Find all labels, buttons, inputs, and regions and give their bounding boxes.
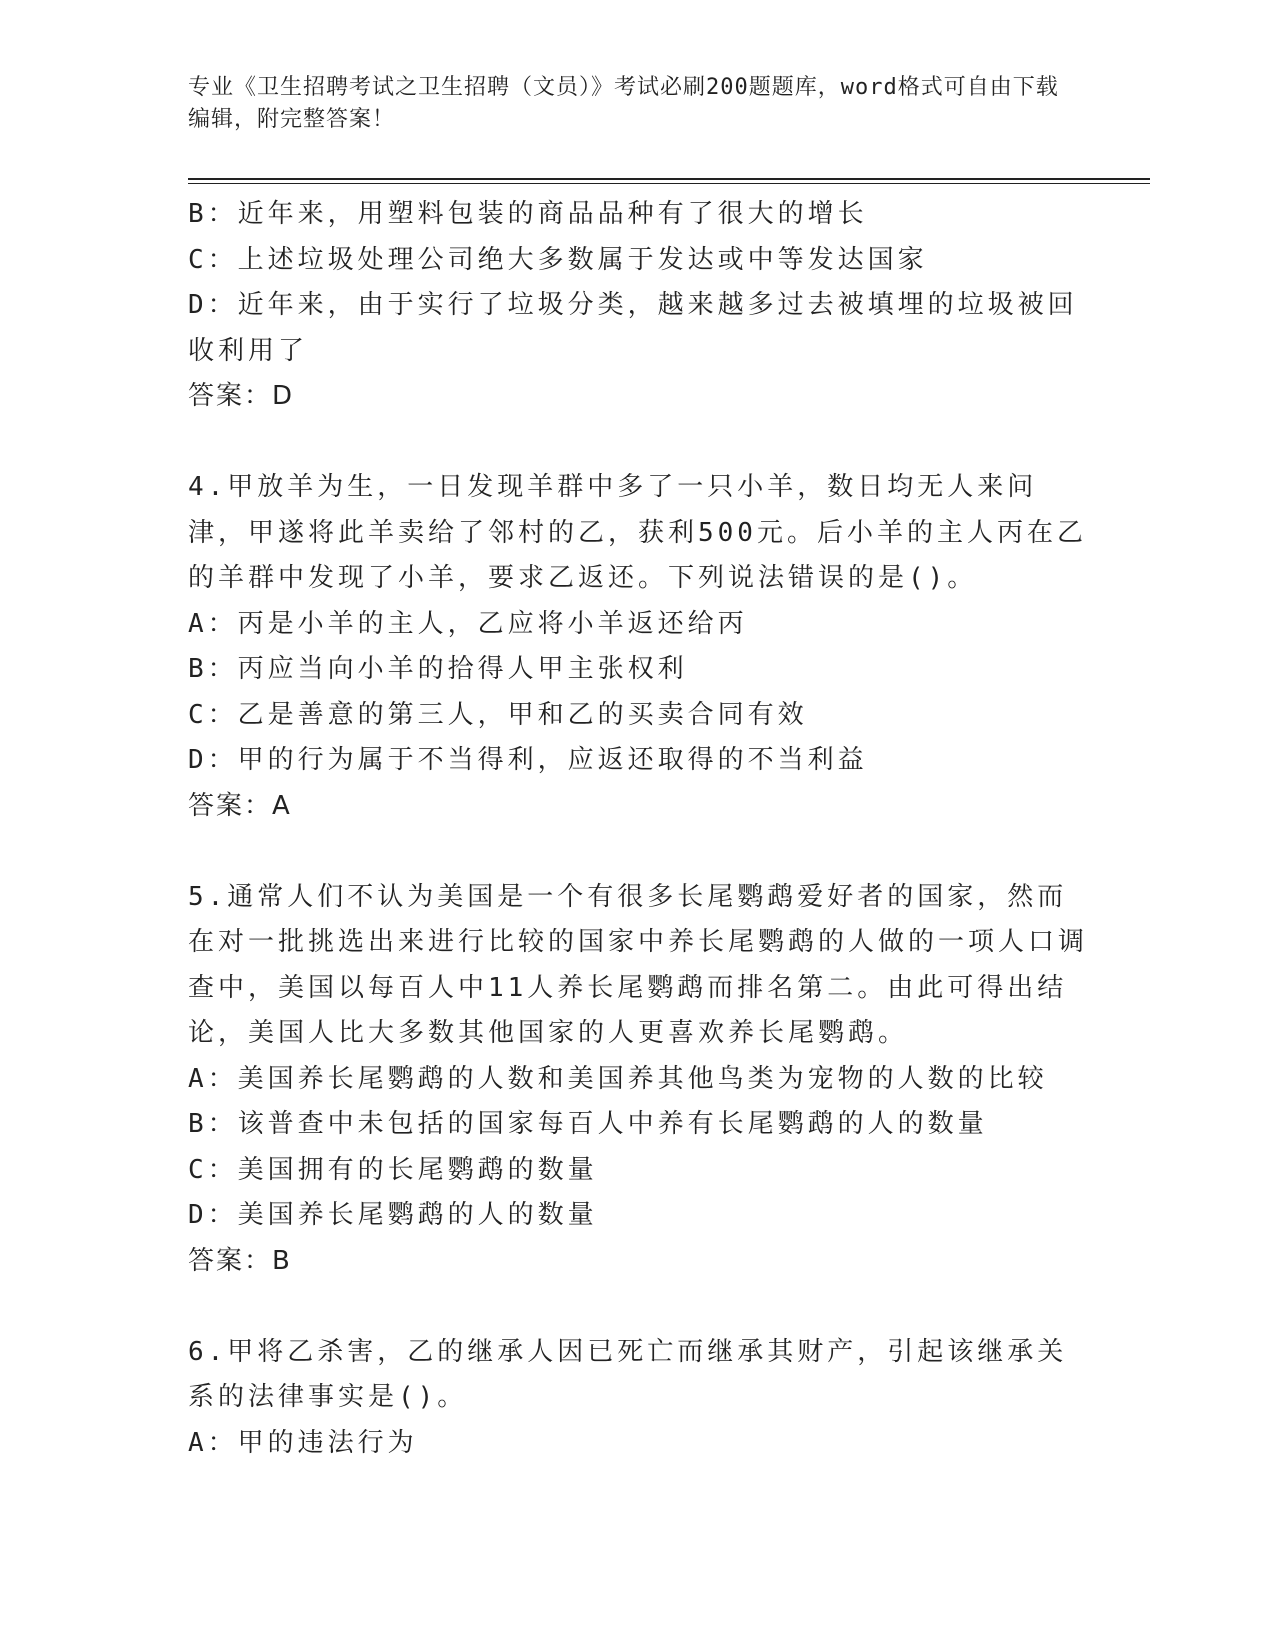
answer: 答案：A	[188, 790, 292, 821]
question-stem: 5.通常人们不认为美国是一个有很多长尾鹦鹉爱好者的国家，然而在对一批挑选出来进行比较的国家中养长尾鹦鹉的人做的一项人口调查中，美国以每百人中11人养长尾鹦鹉而排名第二。由此可得出结论，美国人比大多数其他国家的人更喜欢养长尾鹦鹉。	[188, 881, 1089, 1048]
header-rule-thin	[188, 183, 1150, 184]
option-a: A：美国养长尾鹦鹉的人数和美国养其他鸟类为宠物的人数的比较	[188, 1063, 1048, 1094]
option-c: C：美国拥有的长尾鹦鹉的数量	[188, 1154, 598, 1185]
spacer	[188, 829, 1088, 875]
option-d: D：近年来，由于实行了垃圾分类，越来越多过去被填埋的垃圾被回收利用了	[188, 290, 1078, 366]
spacer	[188, 420, 1088, 466]
header-rule-thick	[188, 178, 1150, 180]
page-header: 专业《卫生招聘考试之卫生招聘（文员）》考试必刷200题题库，word格式可自由下载编辑，附完整答案！	[188, 75, 1059, 132]
option-a: A：甲的违法行为	[188, 1427, 418, 1458]
question-5	[188, 875, 1088, 1285]
option-b: B：近年来，用塑料包装的商品品种有了很大的增长	[188, 199, 868, 229]
prev-question-block	[188, 192, 1088, 420]
option-c: C：乙是善意的第三人，甲和乙的买卖合同有效	[188, 699, 808, 730]
option-d: D：美国养长尾鹦鹉的人的数量	[188, 1200, 598, 1230]
option-b: B：该普查中未包括的国家每百人中养有长尾鹦鹉的人的数量	[188, 1109, 988, 1139]
question-6	[188, 1330, 1088, 1467]
option-b: B：丙应当向小羊的拾得人甲主张权利	[188, 654, 688, 684]
spacer	[188, 1284, 1088, 1330]
option-c: C：上述垃圾处理公司绝大多数属于发达或中等发达国家	[188, 244, 928, 275]
option-a: A：丙是小羊的主人，乙应将小羊返还给丙	[188, 608, 748, 639]
option-d: D：甲的行为属于不当得利，应返还取得的不当利益	[188, 745, 868, 775]
answer: 答案：B	[188, 1245, 292, 1276]
question-stem: 4.甲放羊为生，一日发现羊群中多了一只小羊，数日均无人来问津，甲遂将此羊卖给了邻村的乙，获利500元。后小羊的主人丙在乙的羊群中发现了小羊，要求乙返还。下列说法错误的是()。	[188, 472, 1087, 593]
question-4	[188, 465, 1088, 829]
question-body	[188, 192, 1088, 1466]
question-stem: 6.甲将乙杀害，乙的继承人因已死亡而继承其财产，引起该继承关系的法律事实是()。	[188, 1336, 1068, 1412]
answer: 答案：D	[188, 381, 295, 411]
